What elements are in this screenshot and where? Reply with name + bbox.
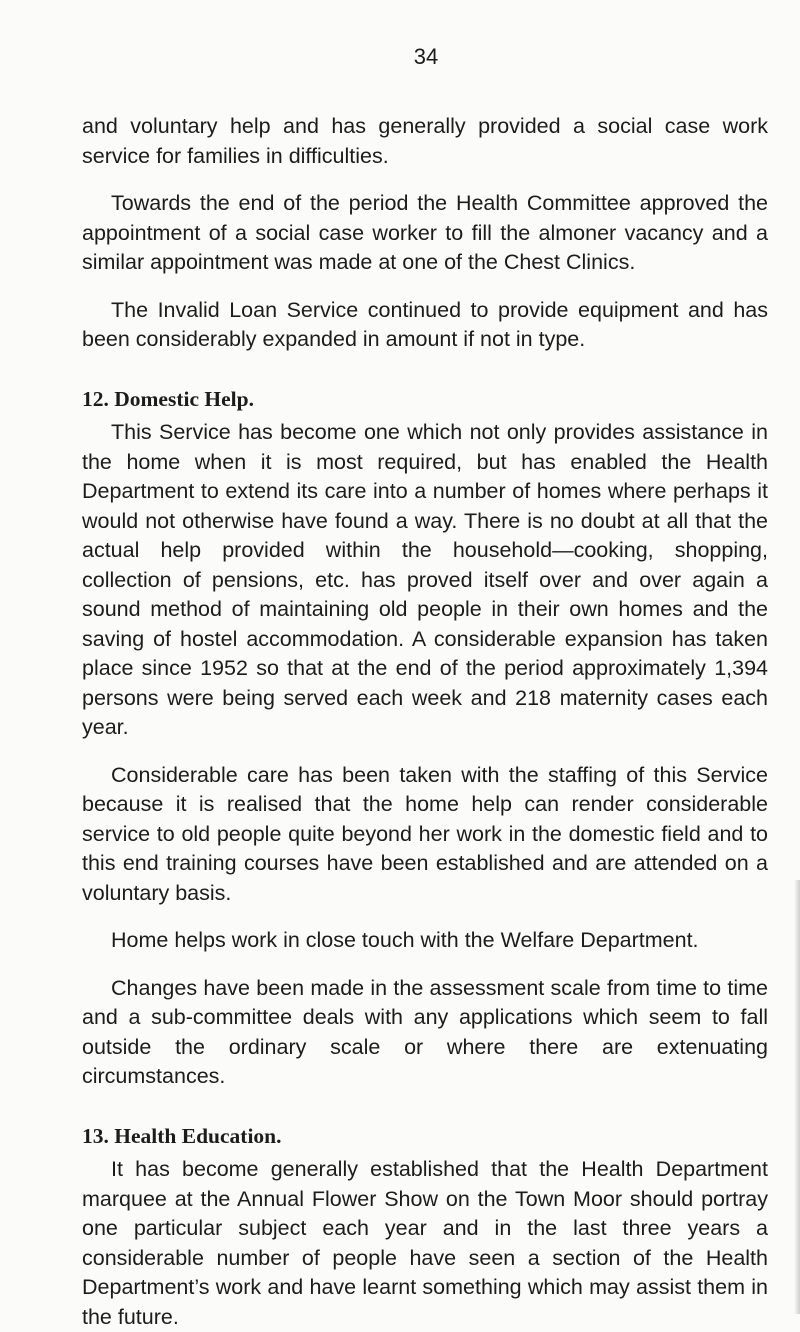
paragraph-domestic-help-service: This Service has become one which not only provides assistance in the home when it is most required, but has enabled the Health Department to extend its care into a number of homes where perhaps it would not otherwise have found a way. There is no doubt at all that the actual help provided within the household—cooking, shopping, collection of pensions, etc. has proved itself over and over again a sound method of maintaining old people in their own homes and the saving of hostel accommodation. A considerable expansion has taken place since 1952 so that at the end of the period approximately 1,394 persons were being served each week and 218 maternity cases each year. (82, 420, 768, 739)
paragraph-invalid-loan-service: The Invalid Loan Service continued to provide equipment and has been considerably expanded in amount if not in type. (82, 297, 768, 351)
page-number: 34 (413, 44, 439, 69)
document-page (82, 44, 768, 1332)
section-heading-domestic-help: 12. Domestic Help. (82, 386, 254, 411)
paragraph-flower-show-marquee: It has become generally established that the Health Department marquee at the Annual Flower Show on the Town Moor should portray one particular subject each year and in the last three years a considerable number of people have seen a section of the Health Department’s work and have learnt something which may assist them in the future. (82, 1157, 768, 1329)
paragraph-assessment-scale: Changes have been made in the assessment scale from time to time and a sub-committee deals with any applications which seem to fall outside the ordinary scale or where there are extenuating circumstances. (82, 975, 768, 1088)
section-heading-health-education: 13. Health Education. (82, 1123, 282, 1148)
page-edge-shadow (794, 880, 800, 1314)
paragraph-continuation: and voluntary help and has generally provided a social case work service for families in difficulties. (82, 114, 768, 168)
paragraph-welfare-department: Home helps work in close touch with the Welfare Department. (111, 928, 699, 952)
paragraph-staffing: Considerable care has been taken with the staffing of this Service because it is realised that the home help can render considerable service to old people quite beyond her work in the domestic field and to this end training courses have been established and are attended on a voluntary basis. (82, 762, 768, 905)
paragraph-social-case-worker: Towards the end of the period the Health Committee approved the appointment of a social case worker to fill the almoner vacancy and a similar appointment was made at one of the Chest Clinics. (82, 191, 768, 274)
